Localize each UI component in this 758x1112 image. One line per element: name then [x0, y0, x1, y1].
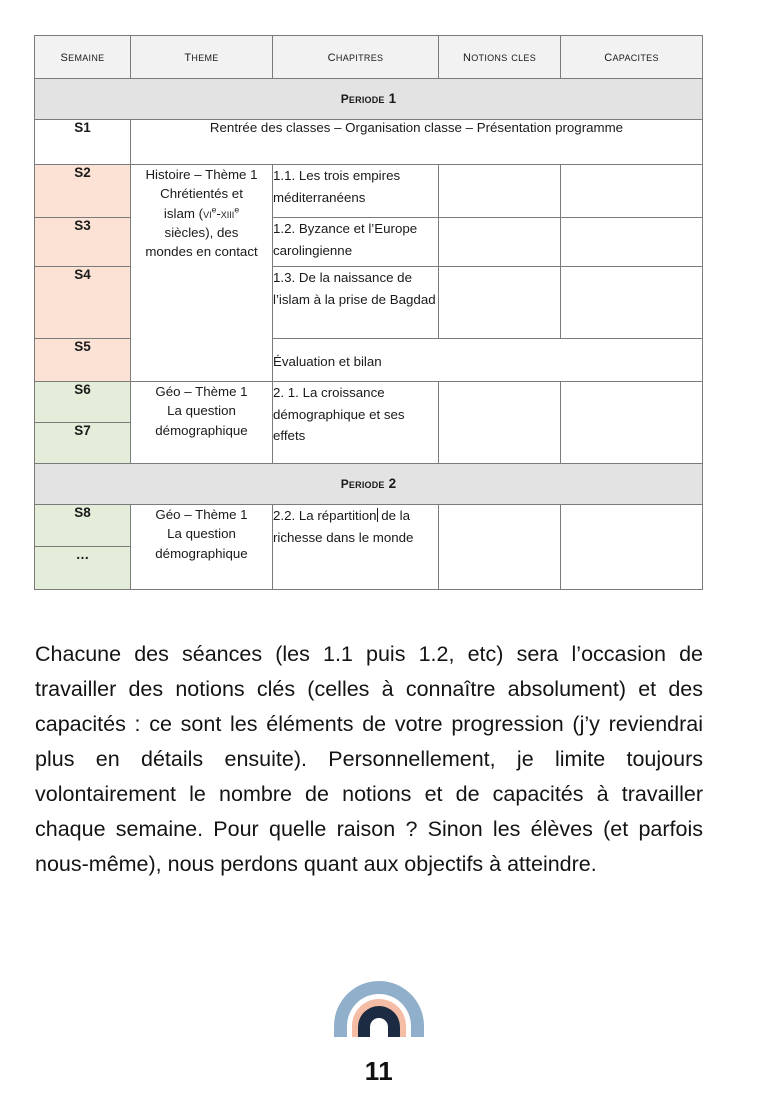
cell-notions-s2	[439, 165, 561, 218]
cell-theme-geo-2	[131, 505, 273, 590]
column-header-capacites	[561, 36, 703, 79]
theme-histoire-line3	[164, 206, 239, 221]
cell-chapitre-1-3: 1.3. De la naissance de l’islam à la prise de Bagdad	[273, 267, 439, 339]
table-row-s6	[35, 382, 703, 423]
cell-chapitre-1-2: 1.2. Byzance et l’Europe carolingienne	[273, 218, 439, 267]
cell-notions-s8-s9	[439, 505, 561, 590]
table-row-s8	[35, 505, 703, 547]
cell-semaine-s8: S8	[35, 505, 131, 547]
rainbow-icon	[328, 975, 430, 1037]
table-row-s2	[35, 165, 703, 218]
period-band-row-2	[35, 464, 703, 505]
theme-geo2-line2: La question	[167, 526, 236, 542]
theme-geo-line2: La question	[167, 403, 236, 419]
period-band-1-label: periode 1	[340, 89, 397, 107]
rainbow-illustration-container	[0, 975, 758, 1042]
cell-theme-geo-1	[131, 382, 273, 464]
cell-capacites-s4	[561, 267, 703, 339]
theme-histoire-roman-13-sup: e	[234, 204, 240, 215]
theme-geo-line3: démographique	[155, 422, 248, 438]
cell-semaine-s6: S6	[35, 382, 131, 423]
cell-semaine-s2: S2	[35, 165, 131, 218]
theme-histoire-roman-13: xiii	[220, 206, 235, 221]
theme-geo-line1: Géo – Thème 1	[155, 384, 248, 399]
table-row-s1	[35, 120, 703, 165]
column-header-notions-cles-label: notions cles	[462, 48, 537, 65]
cell-chapitre-1-1: 1.1. Les trois empires méditerranéens	[273, 165, 439, 218]
theme-histoire-roman-6-sup: e	[211, 204, 217, 215]
theme-histoire-line2: Chrétientés et	[160, 186, 243, 202]
chapitre-2-2-text-before: 2.2. La répartition	[273, 508, 377, 523]
theme-histoire-roman-6: vi	[203, 206, 212, 221]
column-header-theme	[131, 36, 273, 79]
theme-histoire-dash: -	[216, 205, 221, 221]
period-band-2	[35, 464, 703, 505]
body-paragraph: Chacune des séances (les 1.1 puis 1.2, etc) sera l’occasion de travailler des notions clés (celles à connaître absolument) et des capacités : ce sont les éléments de votre progression (j’y reviendrai plus en détails ensuite). Personnellement, je limite toujours volontairement le nombre de notions et de capacités à travailler chaque semaine. Pour quelle raison ? Sinon les élèves (et parfois nous-même), nous perdons quant aux objectifs à atteindre.	[35, 642, 703, 876]
column-header-theme-label: theme	[184, 48, 219, 65]
column-header-semaine	[35, 36, 131, 79]
cell-theme-histoire	[131, 165, 273, 382]
period-band-2-label: periode 2	[340, 474, 397, 492]
cell-notions-s6-s7	[439, 382, 561, 464]
column-header-notions-cles	[439, 36, 561, 79]
theme-geo2-line1: Géo – Thème 1	[155, 507, 248, 522]
theme-geo2-line3: démographique	[155, 545, 248, 561]
cell-evaluation: Évaluation et bilan	[273, 339, 703, 382]
progression-table-container	[34, 35, 702, 590]
column-header-capacites-label: capacites	[604, 48, 659, 65]
cell-semaine-s1: S1	[35, 120, 131, 165]
cell-chapitre-2-2[interactable]	[273, 505, 439, 590]
page-number: 11	[364, 1056, 394, 1086]
cell-capacites-s3	[561, 218, 703, 267]
period-band-row-1	[35, 79, 703, 120]
theme-histoire-line1: Histoire – Thème 1	[145, 167, 258, 182]
cell-semaine-s7: S7	[35, 423, 131, 464]
cell-capacites-s6-s7	[561, 382, 703, 464]
period-band-1	[35, 79, 703, 120]
column-header-chapitres	[273, 36, 439, 79]
theme-histoire-islam-prefix: islam (	[163, 205, 204, 221]
column-header-semaine-label: semaine	[60, 48, 105, 65]
cell-capacites-s8-s9	[561, 505, 703, 590]
table-header-row	[35, 36, 703, 79]
cell-notions-s4	[439, 267, 561, 339]
cell-chapitre-2-1: 2. 1. La croissance démographique et ses effets	[273, 382, 439, 464]
cell-semaine-s5: S5	[35, 339, 131, 382]
theme-histoire-line4: siècles), des	[164, 225, 239, 241]
cell-semaine-s3: S3	[35, 218, 131, 267]
chapitre-2-2-text-after: de la richesse dans le monde	[273, 508, 414, 545]
cell-notions-s3	[439, 218, 561, 267]
cell-semaine-s9: …	[35, 547, 131, 590]
column-header-chapitres-label: chapitres	[327, 48, 384, 65]
cell-semaine-s4: S4	[35, 267, 131, 339]
cell-s1-description: Rentrée des classes – Organisation classe – Présentation programme	[131, 120, 703, 165]
cell-capacites-s2	[561, 165, 703, 218]
theme-histoire-line5: mondes en contact	[145, 244, 258, 260]
progression-table	[34, 35, 703, 590]
